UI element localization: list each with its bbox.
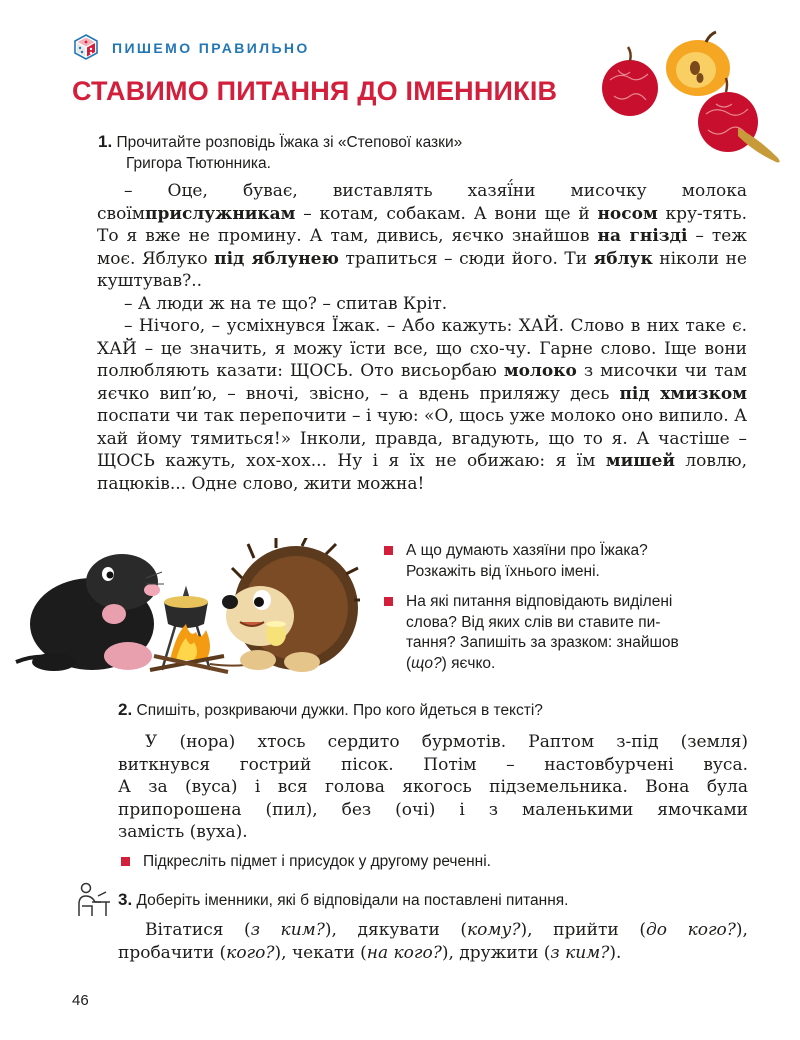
story-text: чу. Гарне слово. Іще вони полюбляють казати: ЩОСЬ. Ото xyxy=(97,338,747,381)
story-highlighted-word: під яблунею xyxy=(214,248,339,269)
q1-line1: А що думають хазяїни про Їжака? xyxy=(406,542,648,559)
story-paragraph-2: – А люди ж на те що? – спитав Кріт. xyxy=(124,293,448,314)
task3-question: на кого? xyxy=(366,942,442,963)
q2-line2: слова? Від яких слів ви ставите пи- xyxy=(406,613,661,631)
task3-text: Доберіть іменники, які б відповідали на поставлені питання. xyxy=(136,892,569,909)
task3-question: з ким? xyxy=(550,942,610,963)
task-number: 1. xyxy=(98,132,113,151)
hedgehog-illustration xyxy=(222,538,360,672)
story-text: – котам, собакам. А вони ще й xyxy=(295,203,598,224)
task3-text: ), дякувати ( xyxy=(324,920,468,940)
task1-instruction xyxy=(98,131,568,174)
story-text xyxy=(97,180,747,495)
story-text: я їм xyxy=(555,451,606,471)
story-highlighted-word: яблук xyxy=(593,248,653,269)
q2-line3: тання? Запишіть за зразком: знайшов xyxy=(406,634,679,651)
story-text: висьорбаю xyxy=(400,361,504,381)
story-text: – Оце, буває, виставлять хазяї́ни мисочку молока своїм xyxy=(97,181,747,224)
task3-line2 xyxy=(118,942,748,965)
task-number: 2. xyxy=(118,700,133,719)
q1-line2: Розкажіть від їхнього імені. xyxy=(406,562,600,580)
task3-text: пробачити ( xyxy=(118,942,227,963)
task2-line2: виткнувся гострий пісок. Потім – настовбурчені вуса. xyxy=(118,754,748,775)
q2-line4-pre: ( xyxy=(406,654,412,672)
task2-line5: замість (вуха). xyxy=(118,822,248,842)
bullet-square xyxy=(121,857,130,866)
story-highlighted-word: на гнізді xyxy=(597,226,688,246)
story-text: в них таке є. ХАЙ – це значить, я можу їсти все, що схо- xyxy=(97,316,747,359)
dice-icon xyxy=(73,34,99,60)
task3-question: кого? xyxy=(226,942,275,963)
task3-question: з ким? xyxy=(250,920,325,940)
story-highlighted-word: прислужникам xyxy=(145,203,296,224)
story-highlighted-word: молоко xyxy=(503,361,577,381)
story-paragraph-3 xyxy=(97,315,747,495)
story-text: тять. То я вже не промину. А там, дивись, яєчко знайшов xyxy=(97,203,747,246)
task2-text: Спишіть, розкриваючи дужки. Про кого йдеться в тексті? xyxy=(136,702,543,719)
task3-instruction xyxy=(118,889,738,911)
task2-line3: А за (вуса) і вся голова якогось підземельника. Вона була xyxy=(118,777,748,797)
task3-exercise-text xyxy=(118,919,748,964)
task3-text: ), xyxy=(735,920,748,940)
mole-illustration xyxy=(16,554,164,671)
q2-line1: На які питання відповідають виділені xyxy=(406,593,673,610)
task2-instruction xyxy=(118,699,738,721)
story-highlighted-word: мишей xyxy=(605,451,675,471)
task2-line4: припорошена (пил), без (очі) і з маленькими ямочками xyxy=(118,799,748,820)
story-text: – Нічого, – усміхнувся Їжак. – Або кажуть: ХАЙ. Слово xyxy=(124,316,631,336)
task3-question: до кого? xyxy=(645,920,736,940)
task2-line1: У (нора) хтось сердито бурмотів. Раптом з-під (земля) xyxy=(145,732,748,752)
task2-exercise-text xyxy=(118,731,748,844)
task3-text: ), прийти ( xyxy=(520,920,646,940)
question-bullet-1 xyxy=(384,541,776,582)
task3-text: Вітатися ( xyxy=(145,920,251,940)
q2-line4-italic: що? xyxy=(411,654,442,672)
task1-line1: Прочитайте розповідь Їжака зі «Степової казки» xyxy=(116,134,463,151)
task2-bullet-text: Підкресліть підмет і присудок у другому реченні. xyxy=(143,853,491,870)
mole-hedgehog-illustration xyxy=(14,538,360,680)
page-number: 46 xyxy=(72,992,89,1009)
story-text: – теж моє. Яблуко xyxy=(97,226,747,269)
story-text: звісно, – а вдень приляжу десь xyxy=(309,383,620,404)
story-text: кру- xyxy=(657,203,703,224)
story-paragraph-1 xyxy=(97,180,747,293)
task3-line1 xyxy=(118,919,748,942)
task3-text: ), дружити ( xyxy=(441,942,551,963)
student-at-desk-icon xyxy=(72,882,112,918)
task2-bullet xyxy=(121,852,743,873)
task3-text: ), чекати ( xyxy=(274,942,367,963)
story-text: ловлю, пацюків... Одне слово, жити можна! xyxy=(97,451,747,494)
section-label: ПИШЕМО ПРАВИЛЬНО xyxy=(112,40,310,56)
bullet-square xyxy=(384,546,393,555)
task1-line2: Григора Тютюнника. xyxy=(126,155,271,172)
story-text: ніколи не куштував?.. xyxy=(97,248,747,291)
story-text: А хай йому тямиться!» Інколи, правда, вгадують, що то я. xyxy=(97,406,747,449)
task3-question: кому? xyxy=(467,920,521,940)
story-highlighted-word: носом xyxy=(597,203,658,224)
question-bullet-2 xyxy=(384,592,776,674)
story-text: трапиться – сюди xyxy=(338,248,512,269)
story-text: його. Ти xyxy=(511,248,594,269)
page-title: СТАВИМО ПИТАННЯ ДО ІМЕННИКІВ xyxy=(72,76,558,106)
story-text: перепочити – і чую: «О, щось уже молоко оно випило. xyxy=(239,406,735,426)
task-number: 3. xyxy=(118,890,133,909)
story-text: А частіше – ЩОСЬ кажуть, хох-хох... Ну і я їх не обижаю: xyxy=(97,428,747,471)
apples-illustration xyxy=(596,30,792,166)
story-text: з мисочки чи там яєчко вип’ю, – вночі, xyxy=(97,361,747,404)
story-highlighted-word: під хмизком xyxy=(619,383,747,404)
q2-line4-post: ) яєчко. xyxy=(441,654,496,672)
bullet-square xyxy=(384,597,393,606)
story-text: поспати чи так xyxy=(97,406,240,426)
task3-text: ). xyxy=(609,942,622,963)
